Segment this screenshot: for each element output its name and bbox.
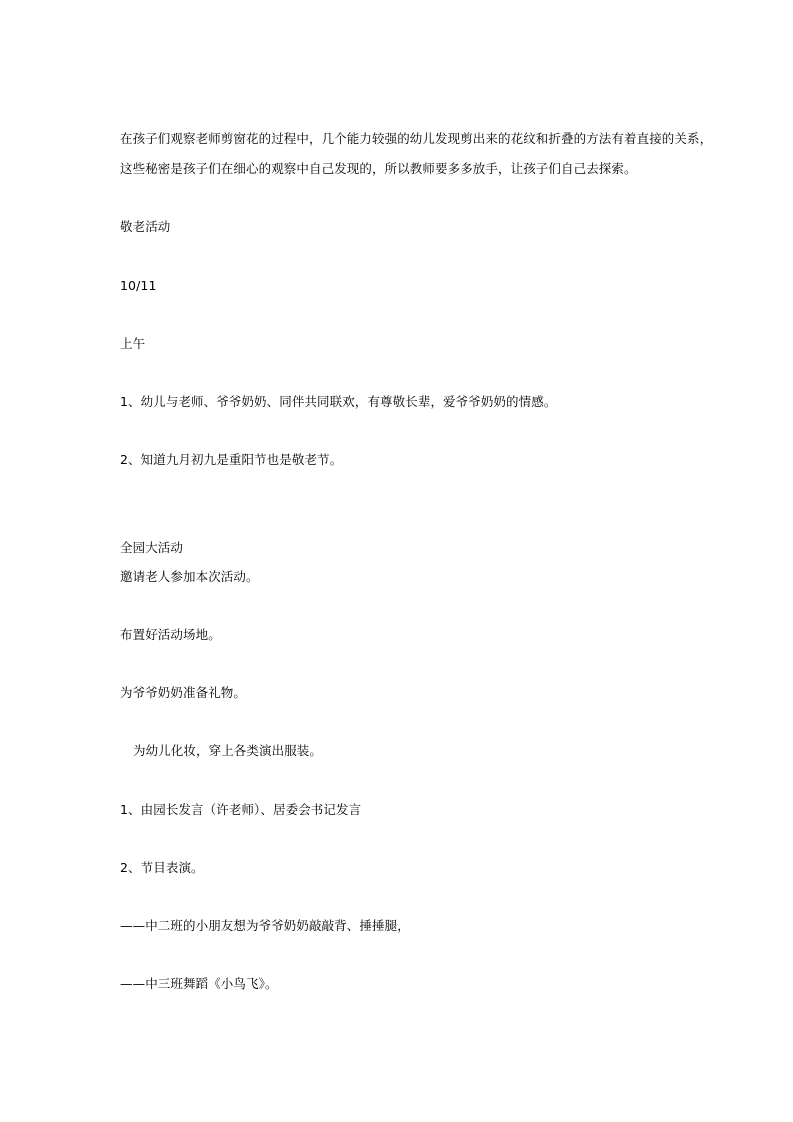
goal-item-2: 2、知道九月初九是重阳节也是敬老节。 [120,452,343,467]
prep-item-4: 为幼儿化妆，穿上各类演出服装。 [133,743,323,758]
paragraph-line-2: 这些秘密是孩子们在细心的观察中自己发现的，所以教师要多多放手，让孩子们自己去探索。 [120,161,637,176]
date-text: 10/11 [120,278,157,293]
program-item-1: ——中二班的小朋友想为爷爷奶奶敲敲背、捶捶腿， [120,918,410,933]
process-item-1: 1、由园长发言（许老师）、居委会书记发言 [120,802,362,817]
program-item-2: ——中三班舞蹈《小鸟飞》。 [120,976,278,991]
time-text: 上午 [120,336,146,351]
prep-item-1: 邀请老人参加本次活动。 [120,569,259,584]
paragraph-line-1: 在孩子们观察老师剪窗花的过程中，几个能力较强的幼儿发现剪出来的花纹和折叠的方法有着直接的关系， [120,131,713,146]
process-item-2: 2、节目表演。 [120,860,204,875]
section-title: 敬老活动 [120,219,171,234]
activity-type: 全园大活动 [120,540,184,555]
prep-item-2: 布置好活动场地。 [120,627,221,642]
goal-item-1: 1、幼儿与老师、爷爷奶奶、同伴共同联欢，有尊敬长辈，爱爷爷奶奶的情感。 [120,394,557,409]
prep-item-3: 为爷爷奶奶准备礼物。 [120,685,247,700]
